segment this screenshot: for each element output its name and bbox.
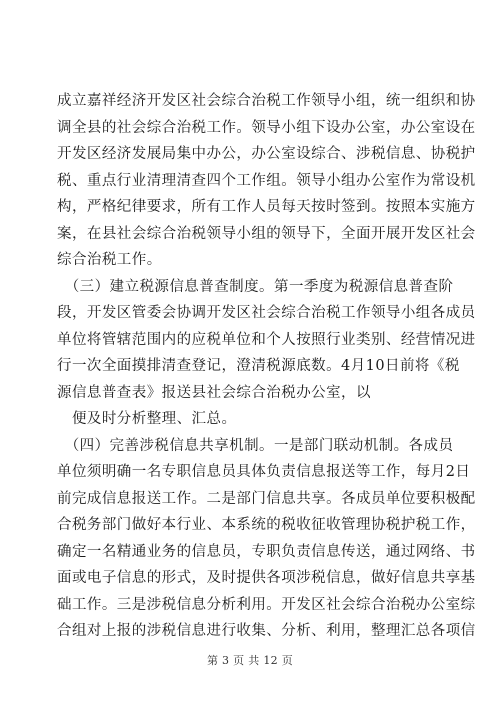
page-footer: 第 3 页 共 12 页: [206, 654, 294, 667]
text-line: 成立嘉祥经济开发区社会综合治税工作领导小组，统一组织和协: [57, 93, 476, 109]
text-line: 合税务部门做好本行业、本系统的税收征收管理协税护税工作，: [57, 517, 476, 533]
text-line: 开发区经济发展局集中办公，办公室设综合、涉税信息、协税护: [57, 146, 476, 162]
text-line: 税、重点行业清理清查四个工作组。领导小组办公室作为常设机: [57, 172, 476, 189]
text-line: （四）完善涉税信息共享机制。一是部门联动机制。各成员: [57, 437, 454, 454]
text-line: 面或电子信息的形式，及时提供各项涉税信息，做好信息共享基: [57, 570, 476, 586]
text-line: 案，在县社会综合治税领导小组的领导下，全面开展开发区社会: [57, 225, 476, 242]
text-line: 单位须明确一名专职信息员具体负责信息报送等工作，每月2日: [57, 464, 471, 480]
text-line: 构，严格纪律要求，所有工作人员每天按时签到。按照本实施方: [57, 199, 476, 215]
text-line: 确定一名精通业务的信息员，专职负责信息传送，通过网络、书: [57, 543, 476, 560]
text-line: 源信息普查表》报送县社会综合治税办公室，以: [57, 384, 371, 401]
body-text: [57, 88, 476, 645]
text-line: 段，开发区管委会协调开发区社会综合治税工作领导小组各成员: [57, 305, 476, 321]
text-line: 综合治税工作。: [57, 252, 162, 268]
text-line: 合组对上报的涉税信息进行收集、分析、利用，整理汇总各项信: [57, 623, 476, 639]
text-line: 单位将管辖范围内的应税单位和个人按照行业类别、经营情况进: [57, 331, 476, 348]
text-line: 础工作。三是涉税信息分析利用。开发区社会综合治税办公室综: [57, 596, 476, 613]
text-line: 行一次全面摸排清查登记，澄清税源底数。4月10日前将《税: [57, 358, 460, 374]
text-line: 前完成信息报送工作。二是部门信息共享。各成员单位要积极配: [57, 490, 476, 507]
text-line: 调全县的社会综合治税工作。领导小组下设办公室，办公室设在: [57, 119, 476, 136]
text-line: （三）建立税源信息普查制度。第一季度为税源信息普查阶: [57, 278, 454, 295]
text-line: 便及时分析整理、汇总。: [57, 411, 237, 427]
